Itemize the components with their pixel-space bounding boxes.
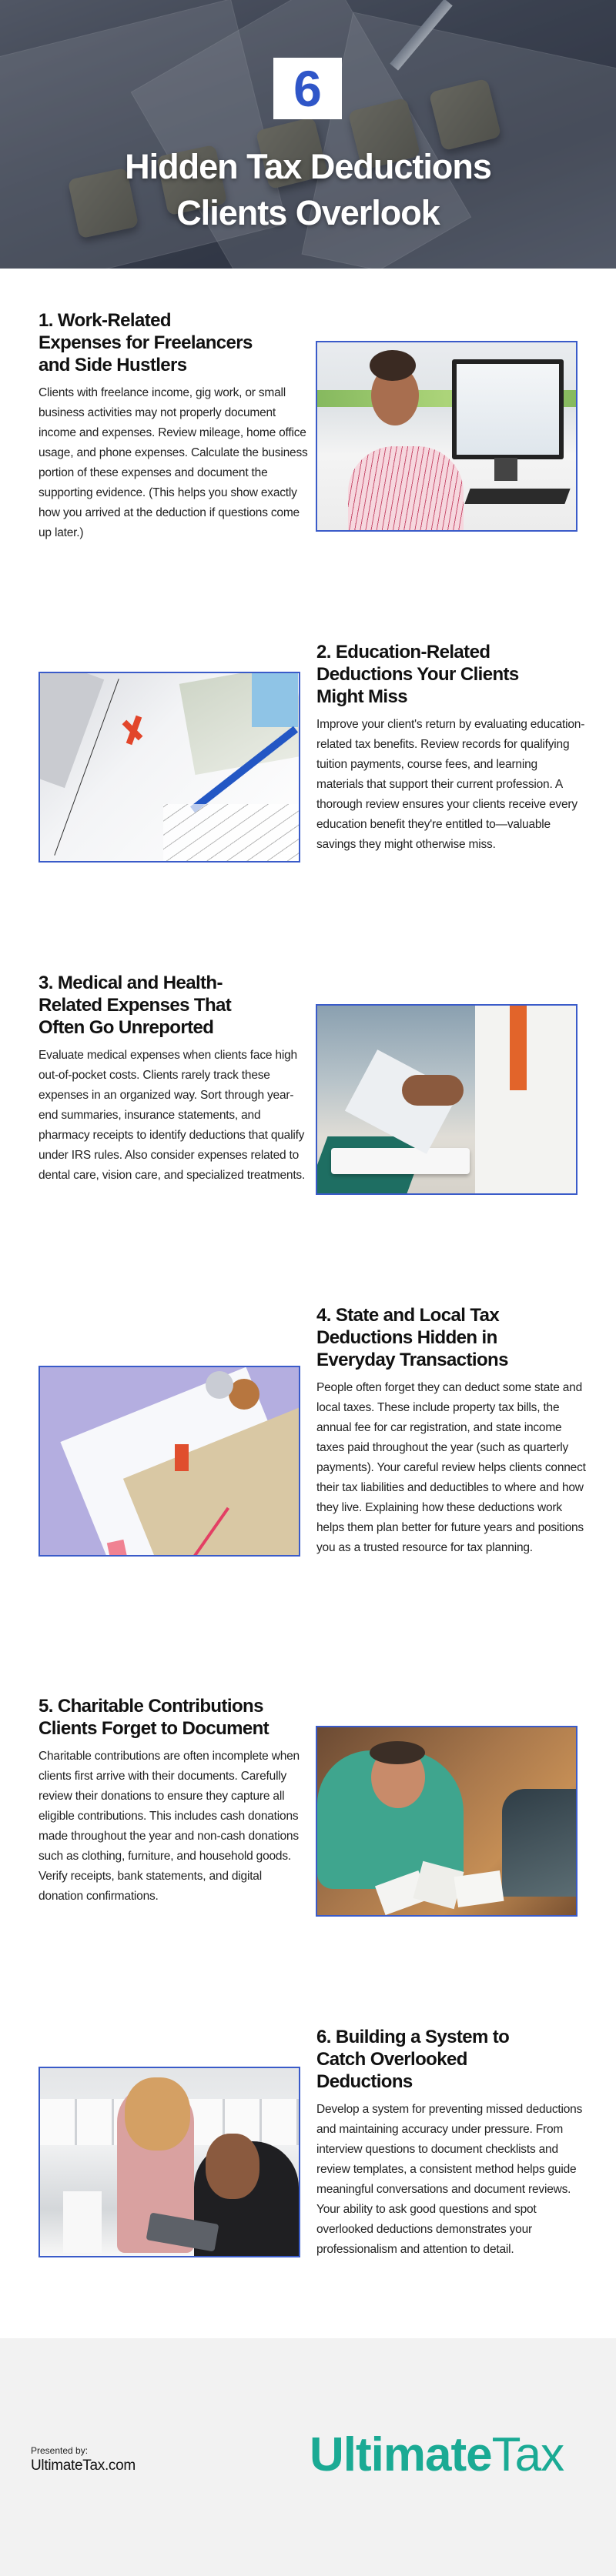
presented-by-label: Presented by: — [31, 2445, 89, 2456]
receipts-review-photo — [316, 1726, 578, 1917]
section-heading — [316, 1304, 586, 1371]
heading-line: Deductions Hidden in — [316, 1327, 497, 1348]
tax-form-calendar-photo — [38, 672, 300, 863]
section-heading — [38, 309, 308, 376]
count-number: 6 — [293, 60, 322, 117]
hero-banner — [0, 0, 616, 269]
heading-line: Might Miss — [316, 686, 407, 707]
heading-line: Clients Forget to Document — [38, 1718, 270, 1739]
hero-title-line: Hidden Tax Deductions — [125, 147, 491, 186]
section-body: People often forget they can deduct some state and local taxes. These include property tax bills, the annual fee for car registration, and state income taxes paid throughout the year (such as quarterly payments). Your careful review helps clients connect their tax liabilities and deductibles to where and how they live. Explaining how these deductions work helps them plan better for future years and positions you as a trusted resource for tax planning. — [316, 1381, 586, 1554]
section-body: Evaluate medical expenses when clients face high out-of-pocket costs. Clients rarely track these expenses in an organized way. Sort through year-end summaries, insurance statements, and pharmacy receipts to identify deductions that qualify under IRS rules. Also consider expenses related to dental care, vision care, and specialized treatments. — [38, 1049, 306, 1182]
section-work-related — [38, 309, 308, 543]
count-badge — [273, 58, 342, 119]
section-heading — [316, 2026, 586, 2093]
two-women-tablet-photo — [38, 2067, 300, 2257]
heading-line: and Side Hustlers — [38, 355, 187, 375]
heading-line: Related Expenses That — [38, 995, 232, 1016]
logo-bold-text: Ultimate — [310, 2428, 492, 2481]
heading-line: Expenses for Freelancers — [38, 332, 253, 353]
heading-line: Catch Overlooked — [316, 2049, 467, 2070]
heading-line: Everyday Transactions — [316, 1350, 508, 1370]
heading-line: 5. Charitable Contributions — [38, 1696, 263, 1717]
website-link[interactable]: UltimateTax.com — [31, 2458, 136, 2474]
section-charitable — [38, 1695, 308, 1907]
heading-line: 3. Medical and Health- — [38, 973, 223, 993]
section-education — [316, 641, 586, 855]
heading-line: 1. Work-Related — [38, 310, 171, 331]
section-state-local — [316, 1304, 586, 1558]
section-heading — [316, 641, 586, 708]
doctor-calculator-photo — [316, 1004, 578, 1195]
heading-line: Often Go Unreported — [38, 1017, 214, 1038]
heading-line: 2. Education-Related — [316, 642, 490, 662]
section-medical — [38, 972, 308, 1186]
section-system — [316, 2026, 586, 2260]
woman-at-computer-photo — [316, 341, 578, 532]
section-heading — [38, 972, 308, 1039]
section-body: Charitable contributions are often incomplete when clients first arrive with their documents. Carefully review their donations to ensure they capture all eligible contributions. This includes cash donations made throughout the year and non-cash donations such as clothing, furniture, and household goods. Verify receipts, bank statements, and digital donation confirmations. — [38, 1750, 300, 1903]
ultimatetax-logo — [310, 2428, 564, 2481]
tax-due-envelope-photo — [38, 1366, 300, 1557]
heading-line: 6. Building a System to — [316, 2027, 510, 2047]
section-body: Clients with freelance income, gig work, or small business activities may not properly document income and expenses. Review mileage, home office usage, and phone expenses. Calculate the business portion of these expenses and document the supporting evidence. (This helps you show exactly how you arrived at the deduction if questions come up later.) — [38, 386, 308, 539]
section-body: Develop a system for preventing missed deductions and maintaining accuracy under pressure. From interview questions to document checklists and review templates, a consistent method helps guide meaningful conversations and document reviews. Your ability to ask good questions and spot overlooked deductions demonstrates your professionalism and attention to detail. — [316, 2103, 583, 2256]
section-body: Improve your client's return by evaluating education-related tax benefits. Review records for qualifying tuition payments, course fees, and learning materials that support their current profession. A thorough review ensures your clients receive every education benefit they're entitled to—valuable savings they might otherwise miss. — [316, 718, 585, 851]
section-heading — [38, 1695, 308, 1740]
heading-line: Deductions — [316, 2071, 413, 2092]
hero-title-line: Clients Overlook — [176, 193, 440, 232]
logo-light-text: Tax — [491, 2428, 564, 2481]
heading-line: 4. State and Local Tax — [316, 1305, 500, 1326]
heading-line: Deductions Your Clients — [316, 664, 519, 685]
